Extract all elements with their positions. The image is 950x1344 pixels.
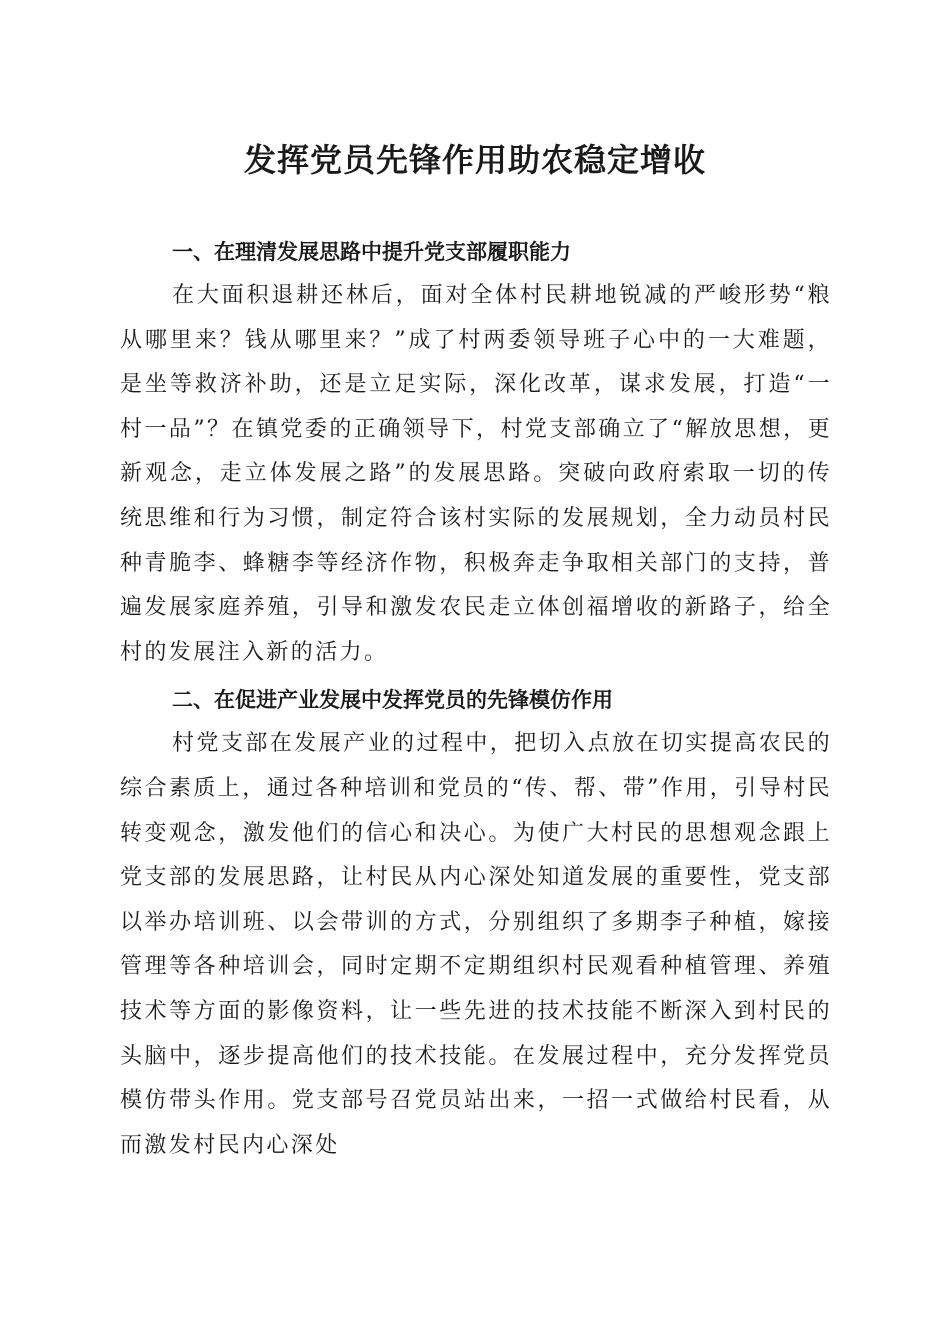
section-1-heading: 一、在理清发展思路中提升党支部履职能力 (172, 240, 571, 264)
document-title: 发挥党员先锋作用助农稳定增收 (243, 141, 706, 179)
section-1-paragraph: 在大面积退耕还林后，面对全体村民耕地锐减的严峻形势“粮从哪里来？钱从哪里来？”成了村两委领导班子心中的一大难题，是坐等救济补助，还是立足实际，深化改革，谋求发展，打造“一村一品”？在镇党委的正确领导下，村党支部确立了“解放思想，更新观念，走立体发展之路”的发展思路。突破向政府索取一切的传统思维和行为习惯，制定符合该村实际的发展规划，全力动员村民种青脆李、蜂糖李等经济作物，积极奔走争取相关部门的支持，普遍发展家庭养殖，引导和激发农民走立体创福增收的新路子，给全村的发展注入新的活力。 (120, 283, 832, 665)
section-2-paragraph: 村党支部在发展产业的过程中，把切入点放在切实提高农民的综合素质上，通过各种培训和党员的“传、帮、带”作用，引导村民转变观念，激发他们的信心和决心。为使广大村民的思想观念跟上党支部的发展思路，让村民从内心深处知道发展的重要性，党支部以举办培训班、以会带训的方式，分别组织了多期李子种植，嫁接管理等各种培训会，同时定期不定期组织村民观看种植管理、养殖技术等方面的影像资料，让一些先进的技术技能不断深入到村民的头脑中，逐步提高他们的技术技能。在发展过程中，充分发挥党员模仿带头作用。党支部号召党员站出来，一招一式做给村民看，从而激发村民内心深处 (120, 731, 832, 1158)
document-body (120, 230, 832, 1168)
section-2-heading: 二、在促进产业发展中发挥党员的先锋模仿作用 (172, 688, 613, 713)
